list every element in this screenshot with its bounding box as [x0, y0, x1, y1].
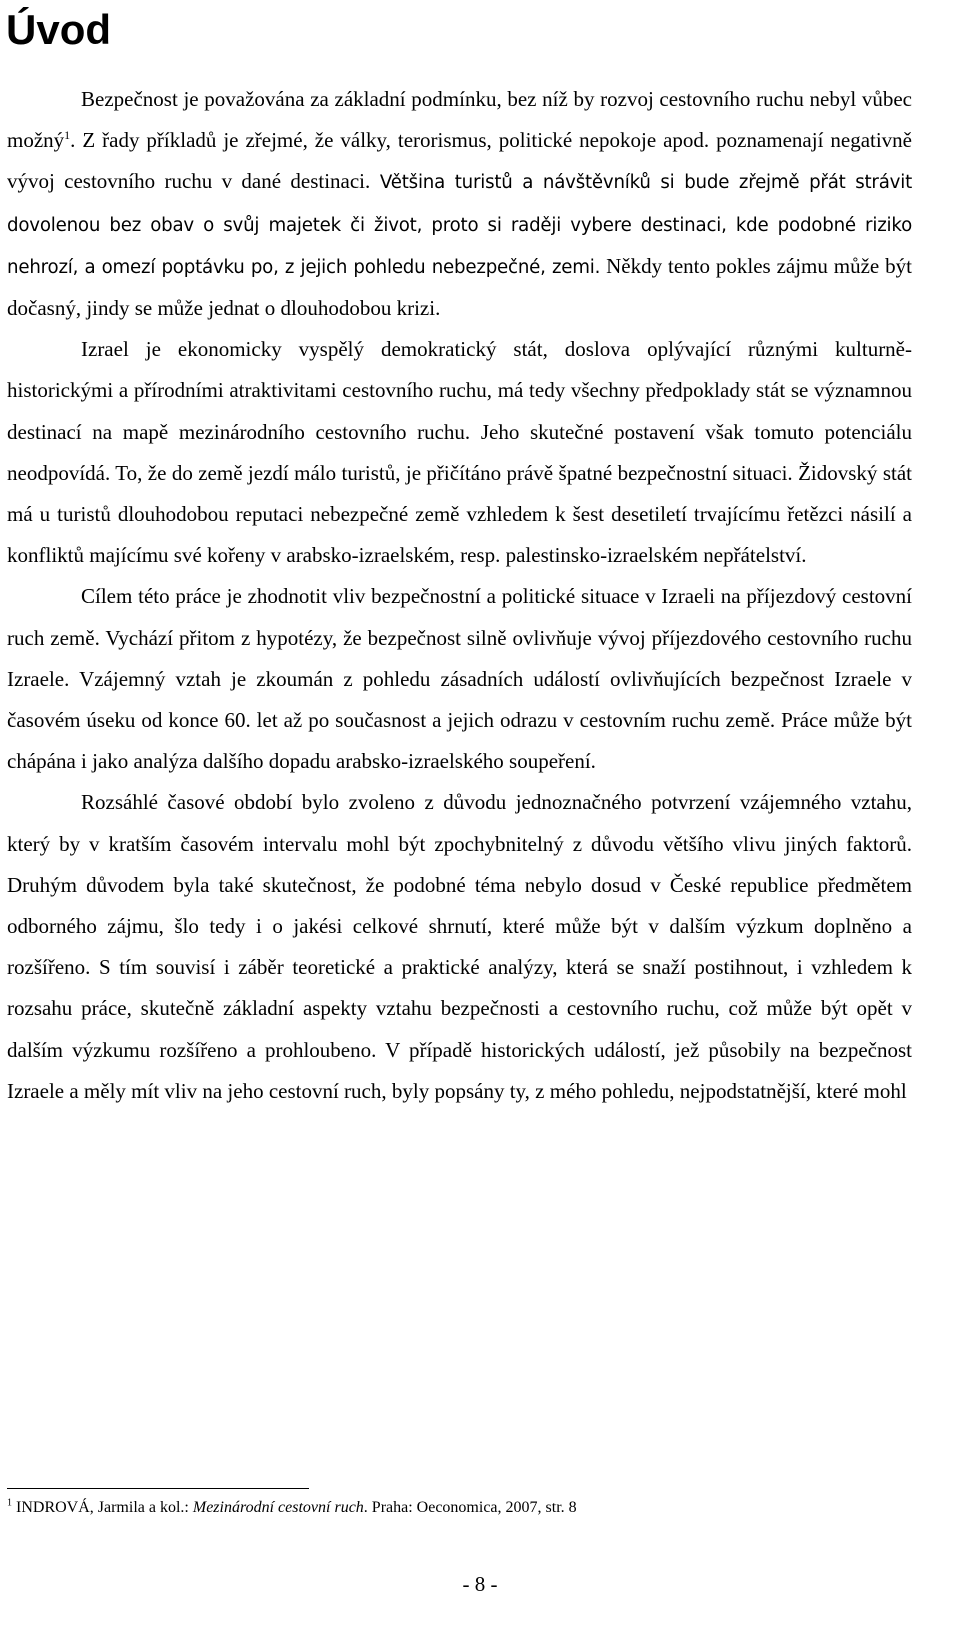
footnote [7, 1498, 577, 1518]
chapter-title: Úvod [6, 6, 111, 53]
paragraph-1-text-c: Většina turistů a návštěvníků si bude zřejmě přát strávit dovolenou bez obav o svůj majetek či život, proto si raději vybere destinaci, kde podobné riziko nehrozí, a omezí poptávku po, z jejich pohledu nebezpečné, zemi. [7, 172, 912, 278]
paragraph-4: Rozsáhlé časové období bylo zvoleno z důvodu jednoznačného potvrzení vzájemného vztahu, který by v kratším časovém intervalu mohl být zpochybnitelný z důvodu většího vlivu jiných faktorů. Druhým důvodem byla také skutečnost, že podobné téma nebylo dosud v České republice předmětem odborného zájmu, šlo tedy i o jakési celkové shrnutí, které může být v dalším výzkum doplněno a rozšířeno. S tím souvisí i záběr teoretické a praktické analýzy, která se snaží postihnout, i vzhledem k rozsahu práce, skutečně základní aspekty vztahu bezpečnosti a cestovního ruchu, což může být opět v dalším výzkumu rozšířeno a prohloubeno. V případě historických událostí, jež působily na bezpečnost Izraele a měly mít vliv na jeho cestovní ruch, byly popsány ty, z mého pohledu, nejpodstatnější, které mohl [7, 790, 912, 1103]
body-text [7, 79, 912, 1112]
footnote-reference: 1 [64, 128, 71, 143]
footnote-authors: INDROVÁ, Jarmila a kol.: [12, 1499, 193, 1516]
footnote-number: 1 [7, 1497, 12, 1509]
footnote-publication: . Praha: Oeconomica, 2007, str. 8 [363, 1499, 577, 1516]
paragraph-1-text-b: . Z řady příkladů je zřejmé, že války, terorismus, politické nepokoje apod. poznamenají negativně vývoj cestovního ruchu v dané destinaci. [7, 128, 912, 194]
footnote-separator [7, 1488, 309, 1489]
page-number: - 8 - [462, 1572, 498, 1596]
paragraph-1 [7, 79, 912, 329]
paragraph-2: Izrael je ekonomicky vyspělý demokratický stát, doslova oplývající různými kulturně-historickými a přírodními atraktivitami cestovního ruchu, má tedy všechny předpoklady stát se významnou destinací na mapě mezinárodního cestovního ruchu. Jeho skutečné postavení však tomuto potenciálu neodpovídá. To, že do země jezdí málo turistů, je přičítáno právě špatné bezpečnostní situaci. Židovský stát má u turistů dlouhodobou reputaci nebezpečné země vzhledem k šest desetiletí trvajícímu řetězci násilí a konfliktů majícímu své kořeny v arabsko-izraelském, resp. palestinsko-izraelském nepřátelství. [7, 337, 912, 568]
paragraph-1-text-a: Bezpečnost je považována za základní podmínku, bez níž by rozvoj cestovního ruchu nebyl vůbec možný [7, 87, 912, 153]
paragraph-1-text-d: Někdy tento pokles zájmu může být dočasný, jindy se může jednat o dlouhodobou krizi. [7, 253, 912, 321]
paragraph-3: Cílem této práce je zhodnotit vliv bezpečnostní a politické situace v Izraeli na příjezdový cestovní ruch země. Vychází přitom z hypotézy, že bezpečnost silně ovlivňuje vývoj příjezdového cestovního ruchu Izraele. Vzájemný vztah je zkoumán z pohledu zásadních událostí ovlivňujících bezpečnost Izraele v časovém úseku od konce 60. let až po současnost a jejich odrazu v cestovním ruchu země. Práce může být chápána i jako analýza dalšího dopadu arabsko-izraelského soupeření. [7, 584, 912, 774]
footnote-work-title: Mezinárodní cestovní ruch [192, 1499, 364, 1516]
